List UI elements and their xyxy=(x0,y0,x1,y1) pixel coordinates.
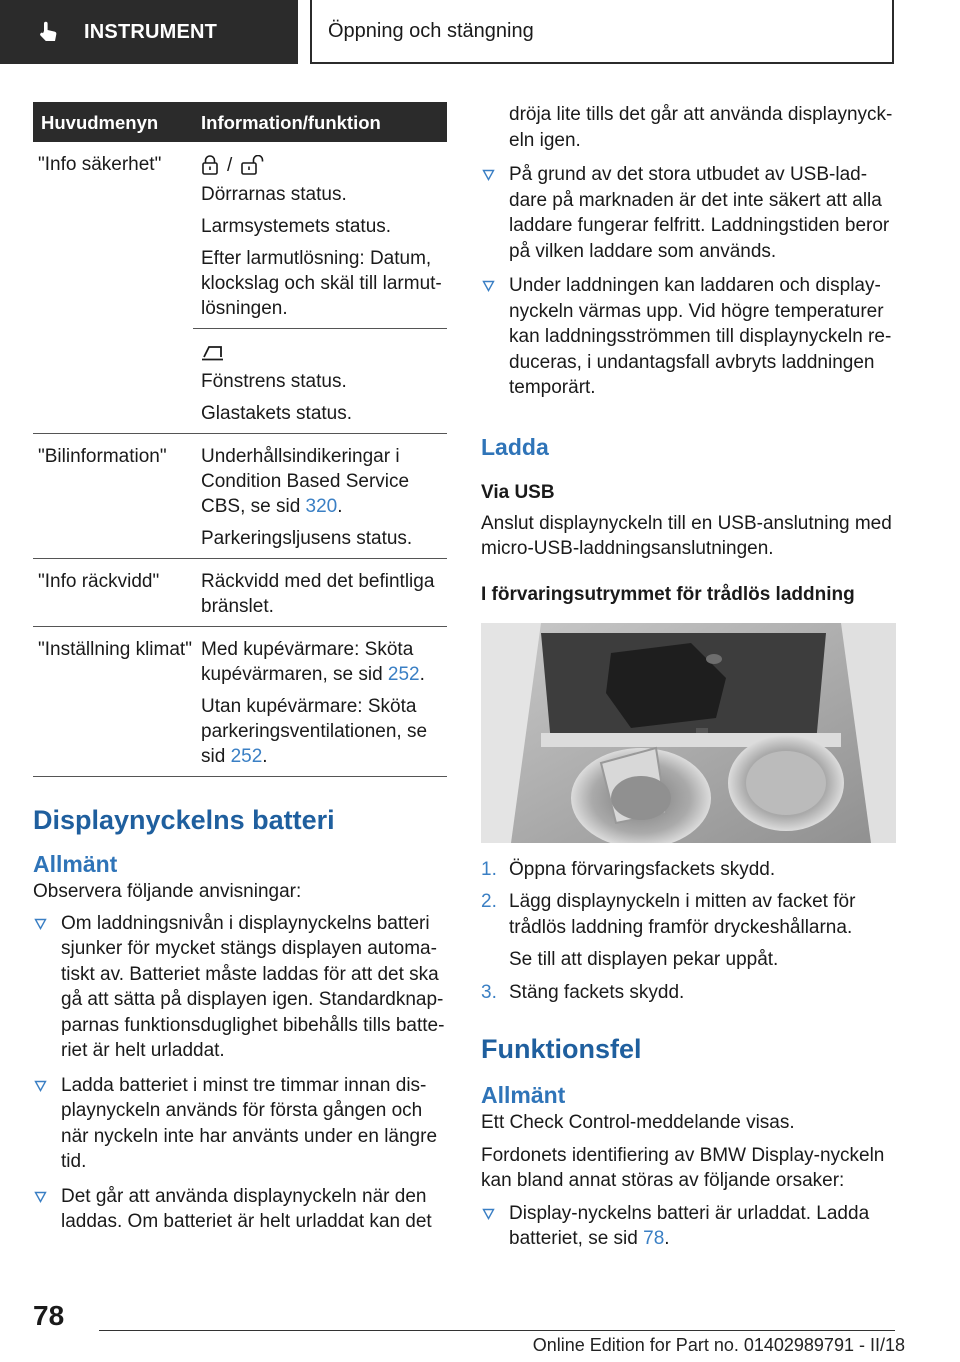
window-icons xyxy=(201,339,447,365)
list-item xyxy=(481,162,896,264)
page-link[interactable]: 252 xyxy=(387,664,420,685)
section-title: INSTRUMENT xyxy=(84,20,218,43)
menu-cell: "Info säkerhet" xyxy=(38,154,162,175)
page-link[interactable]: 252 xyxy=(230,746,263,767)
chapter-title: Öppning och stängning xyxy=(328,19,534,42)
footer-divider xyxy=(99,1330,895,1331)
right-column xyxy=(481,102,896,1261)
info-text xyxy=(201,444,447,519)
wireless-heading: I förvaringsutrymmet för trådlös laddning xyxy=(481,583,855,605)
info-text-part: . xyxy=(262,746,268,767)
info-text-part: Med kupévärmare: Sköta kupévärmaren, se sid xyxy=(201,639,414,685)
page-link[interactable]: 78 xyxy=(643,1228,665,1249)
lock-open-icon xyxy=(240,155,264,175)
table-row xyxy=(33,142,447,329)
list-item-text: Ladda batteriet i minst tre timmar innan dis-playnyckeln används för första gången och när nyckeln inte har använts under en längre tid. xyxy=(61,1074,438,1172)
section-tab xyxy=(0,0,298,64)
info-cell xyxy=(193,142,447,329)
triangle-bullet-icon xyxy=(34,1191,47,1203)
battery-intro: Observera följande anvisningar: xyxy=(33,881,302,902)
page-number: 78 xyxy=(33,1300,65,1331)
list-item xyxy=(481,857,896,883)
step-number: 1. xyxy=(481,858,497,880)
usb-text: Anslut displaynyckeln till en USB-anslutning med micro-USB-laddningsanslutningen. xyxy=(481,512,892,559)
info-cell xyxy=(193,627,447,777)
list-item-text: På grund av det stora utbudet av USB-lad-dare på marknaden är det inte säkert att alla laddare fungerar felfritt. Laddningstiden beror på vilken laddare som används. xyxy=(509,164,890,262)
list-item-text: Om laddningsnivån i displaynyckelns batteri sjunker för mycket stängs displayen automa-tiskt av. Batteriet måste laddas för att det ska gå att sätta på displayen igen. Standardknap-parnas funktionsduglighet bibehålls tills batte-riet är helt urladdat. xyxy=(61,912,445,1061)
table-row xyxy=(33,627,447,777)
step-number: 2. xyxy=(481,891,497,912)
list-item xyxy=(33,1073,447,1175)
list-item xyxy=(33,1184,447,1235)
list-item-text: Under laddningen kan laddaren och display-nyckeln värmas upp. Vid högre temperaturer kan laddningsströmmen till displaynyckeln re-duceras, i undantagsfall avbryts laddningen temporärt. xyxy=(509,275,892,398)
battery-bullets-continued xyxy=(481,162,896,401)
info-text-part: . xyxy=(419,664,425,685)
info-text: Glastakets status. xyxy=(201,403,353,424)
table-header-menu: Huvudmenyn xyxy=(33,102,193,142)
info-text: Räckvidd med det befintliga bränslet. xyxy=(201,571,435,617)
fault-general-heading: Allmänt xyxy=(481,1082,566,1108)
step-text: Stäng fackets skydd. xyxy=(509,981,685,1003)
triangle-bullet-icon xyxy=(34,1080,47,1092)
menu-cell: "Inställning klimat" xyxy=(33,627,193,777)
info-text-part: Utan kupévärmare: Sköta parkeringsventilationen, se sid xyxy=(201,696,428,767)
page-link[interactable]: 320 xyxy=(305,496,338,517)
list-item xyxy=(481,1201,896,1252)
list-item xyxy=(481,980,896,1006)
chapter-tab xyxy=(310,0,894,64)
triangle-bullet-icon xyxy=(482,280,495,292)
step-text: Öppna förvaringsfackets skydd. xyxy=(509,858,776,880)
info-text: Efter larmutlösning: Datum, klockslag och skäl till larmut-lösningen. xyxy=(201,248,442,319)
step-number: 3. xyxy=(481,981,497,1003)
info-text xyxy=(201,694,447,769)
list-item xyxy=(481,889,896,973)
menu-cell-empty xyxy=(33,329,193,434)
step-extra: Se till att displayen pekar uppåt. xyxy=(509,949,779,970)
car-window-icon xyxy=(201,342,225,362)
info-text: Dörrarnas status. xyxy=(201,184,347,205)
triangle-bullet-icon xyxy=(482,1208,495,1220)
table-header-info: Information/funktion xyxy=(193,102,447,142)
table-row xyxy=(33,559,447,627)
info-cell xyxy=(193,559,447,627)
list-item xyxy=(33,911,447,1064)
step-text: Lägg displaynyckeln i mitten av facket för trådlös laddning framför dryckeshållarna. xyxy=(509,891,856,938)
list-item-text: Display-nyckelns batteri är urladdat. Ladda batteriet, se sid xyxy=(509,1202,870,1249)
battery-bullets xyxy=(33,911,447,1235)
fault-heading: Funktionsfel xyxy=(481,1034,642,1064)
list-item-text: . xyxy=(664,1228,670,1249)
storage-compartment-photo xyxy=(481,623,896,843)
triangle-bullet-icon xyxy=(482,169,495,181)
table-header xyxy=(33,102,447,142)
main-menu-table xyxy=(33,102,447,777)
info-text: Parkeringsljusens status. xyxy=(201,528,413,549)
usb-heading: Via USB xyxy=(481,481,555,503)
left-column xyxy=(33,102,447,1244)
charge-heading: Ladda xyxy=(481,433,549,460)
battery-general-heading: Allmänt xyxy=(33,851,118,877)
menu-cell: "Info räckvidd" xyxy=(33,559,193,627)
battery-heading: Displaynyckelns batteri xyxy=(33,805,335,835)
table-row xyxy=(33,329,447,434)
fault-bullets xyxy=(481,1201,896,1252)
info-text xyxy=(201,637,447,687)
menu-cell: "Bilinformation" xyxy=(33,434,193,559)
lock-closed-icon xyxy=(201,155,219,175)
footer-edition: Online Edition for Part no. 01402989791 - II/18 xyxy=(532,1335,905,1355)
hand-pointer-icon xyxy=(38,20,60,44)
info-cell xyxy=(193,329,447,434)
table-row xyxy=(33,434,447,559)
info-text-part: Underhållsindikeringar i Condition Based Service CBS, se sid xyxy=(201,446,410,517)
door-icons xyxy=(201,152,447,178)
fault-text-1: Ett Check Control-meddelande visas. xyxy=(481,1112,795,1133)
wireless-steps xyxy=(481,857,896,1006)
fault-text-2: Fordonets identifiering av BMW Display-nyckeln kan bland annat störas av följande orsaker: xyxy=(481,1144,885,1191)
info-text: Fönstrens status. xyxy=(201,371,347,392)
icon-separator: / xyxy=(227,154,233,176)
list-item-text: Det går att använda displaynyckeln när den laddas. Om batteriet är helt urladdat kan det xyxy=(61,1185,432,1232)
info-cell xyxy=(193,434,447,559)
list-item xyxy=(481,273,896,401)
info-text: Larmsystemets status. xyxy=(201,216,392,237)
triangle-bullet-icon xyxy=(34,918,47,930)
info-text-part: . xyxy=(337,496,343,517)
bullet-continuation: dröja lite tills det går att använda displaynyck-eln igen. xyxy=(509,104,893,151)
